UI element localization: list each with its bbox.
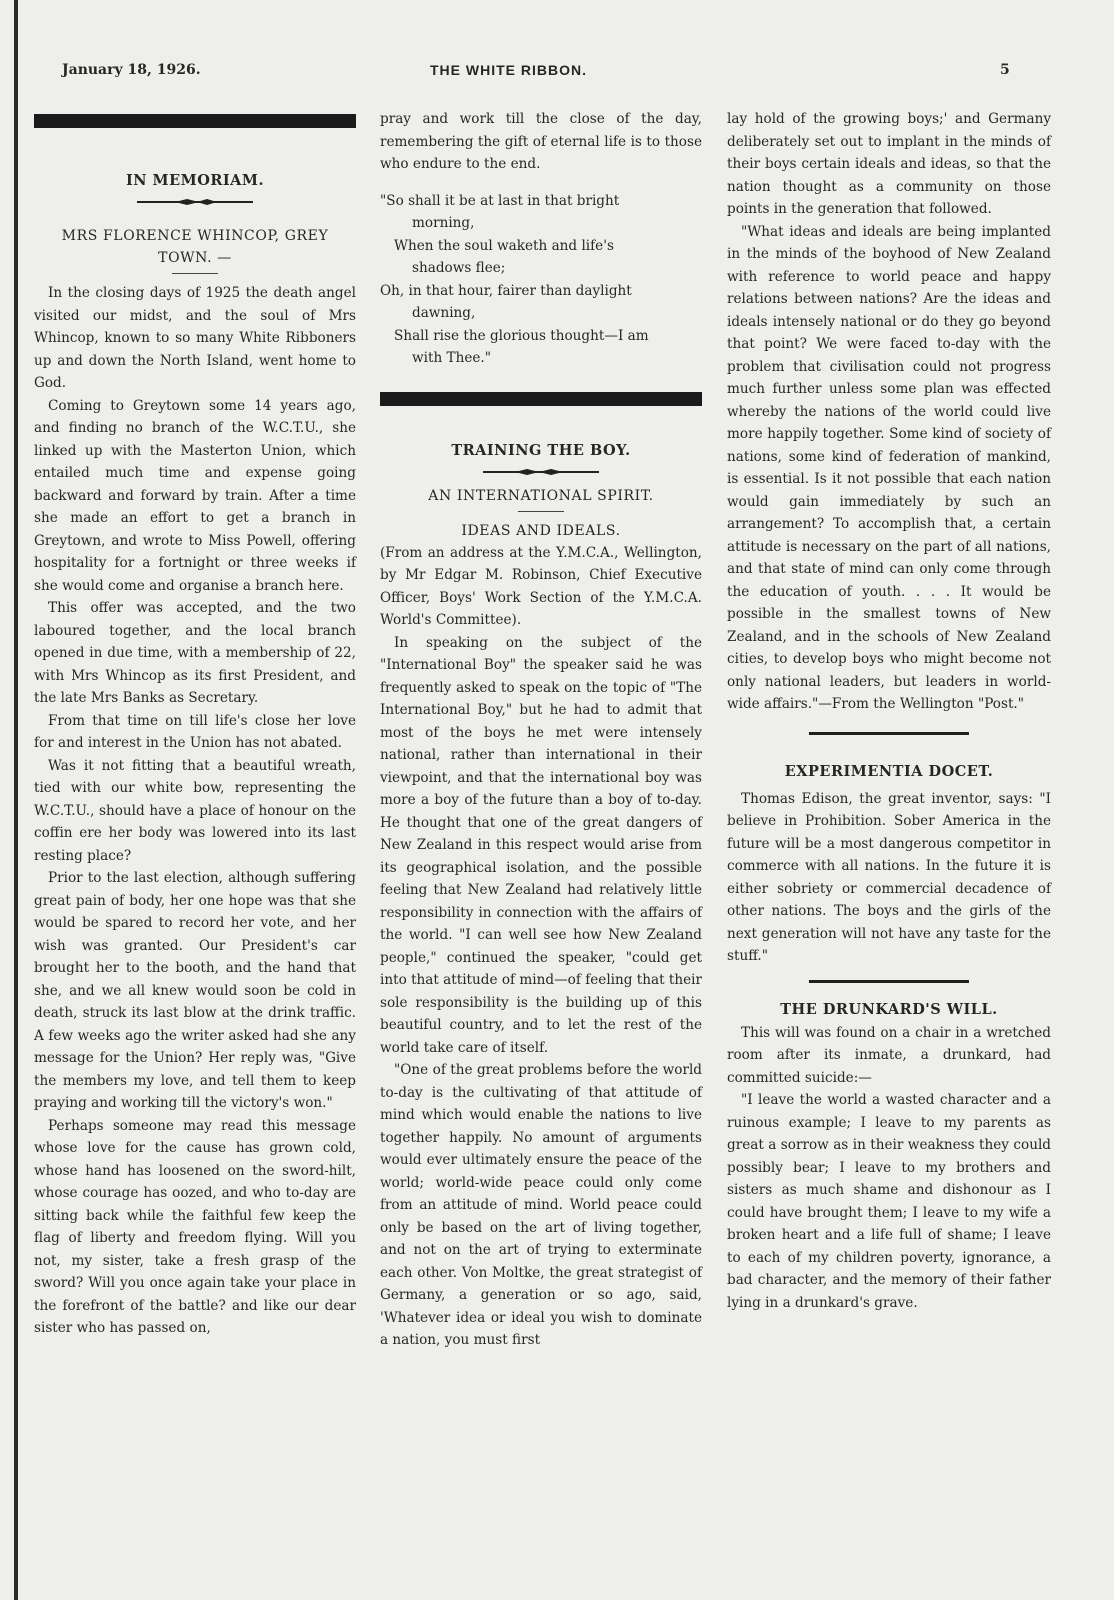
drunkard-text: "I leave the world a wasted character and a ruinous example; I leave to my parents as great a sorrow as in their weakness they could possibly bear; I leave to my brothers and sisters as much shame and dishonour as I could have brought them; I leave to my wife a broken heart and a life full of shame; I leave to each of my children poverty, ignorance, a bad character, and the memory of their father lying in a drunkard's grave. bbox=[727, 1092, 1051, 1311]
paragraph: lay hold of the growing boys;' and Germany deliberately set out to implant in the minds of their boys certain ideals and ideas, so that the nation thought as a community on those points in the generation that followed. bbox=[727, 111, 1051, 217]
page-edge-shadow bbox=[14, 0, 18, 1600]
short-rule bbox=[518, 511, 564, 512]
paragraph: Perhaps someone may read this message whose love for the cause has grown cold, whose hand has loosened on the sword-hilt, whose courage has oozed, and who to-day are sitting back while the faithful few keep the flag of liberty and freedom flying. Will you not, my sister, take a fresh grasp of the sword? Will you once again take your place in the forefront of the battle? and like our dear sister who has passed on, bbox=[34, 1117, 356, 1336]
drunkard-heading: THE DRUNKARD'S WILL. bbox=[780, 1000, 998, 1018]
paragraph: "One of the great problems before the world to-day is the cultivating of that attitude of mind which would enable the nations to live together happily. No amount of arguments would ever ultimately ensure the peace of the world; world-wide peace could only come from an attitude of mind. World peace could only be based on the art of living together, and not on the art of trying to exterminate each other. Von Moltke, the great strategist of Germany, a generation or so ago, said, 'Whatever idea or ideal you wish to dominate a nation, you must first bbox=[380, 1062, 702, 1348]
column-rule bbox=[34, 114, 356, 128]
column-rule bbox=[380, 392, 702, 406]
column-1 bbox=[34, 108, 356, 1340]
column-3 bbox=[727, 108, 1051, 1314]
ornament-divider-icon bbox=[135, 189, 255, 215]
experimentia-heading: EXPERIMENTIA DOCET. bbox=[784, 762, 994, 780]
memoriam-article bbox=[34, 282, 356, 1340]
paragraph: From that time on till life's close her love for and interest in the Union has not abated. bbox=[34, 712, 356, 751]
training-subheading-2: IDEAS AND IDEALS. bbox=[461, 522, 621, 539]
poem-line: Oh, in that hour, fairer than daylight bbox=[380, 282, 632, 299]
poem-line: Shall rise the glorious thought—I am bbox=[394, 327, 649, 344]
page-number: 5 bbox=[1000, 62, 1010, 78]
paragraph: Was it not fitting that a beautiful wreath, tied with our white bow, representing the W.C.T.U., should have a place of honour on the coffin ere her body was lowered into its last resting place? bbox=[34, 757, 356, 864]
training-subheading: AN INTERNATIONAL SPIRIT. bbox=[428, 487, 654, 504]
newspaper-title: THE WHITE RIBBON. bbox=[430, 62, 587, 78]
poem-line: "So shall it be at last in that bright bbox=[380, 192, 620, 209]
poem-line: shadows flee; bbox=[412, 260, 506, 276]
memoriam-heading: IN MEMORIAM. bbox=[125, 172, 265, 189]
paragraph: In the closing days of 1925 the death angel visited our midst, and the soul of Mrs Whincop, known to so many White Ribboners up and down the North Island, went home to God. bbox=[34, 285, 356, 391]
poem-line: dawning, bbox=[412, 305, 476, 321]
paragraph: "What ideas and ideals are being implanted in the minds of the boyhood of New Zealand with reference to world peace and happy relations between nations? Are the ideas and ideals intensely national or do they go beyond that point? We were faced to-day with the problem that civilisation could not progress much further unless some plan was effected whereby the nations of the world could live more happily together. Some kind of society of nations, some kind of federation of mankind, is essential. Is it not possible that each nation would gain immediately by such an arrangement? To accomplish that, a certain attitude is necessary on the part of all nations, and that state of mind can only come through the education of youth. . . . It would be possible in the smallest towns of New Zealand, and in the schools of New Zealand cities, to develop boys who might become not only national leaders, but leaders in world-wide affairs."—From the Wellington "Post." bbox=[727, 223, 1051, 712]
paragraph: Coming to Greytown some 14 years ago, and finding no branch of the W.C.T.U., she linked up with the Masterton Union, which entailed much time and expense going backward and forward by train. After a time she made an effort to get a branch in Greytown, and wrote to Miss Powell, offering hospitality for a fortnight or three weeks if she would come and organise a branch here. bbox=[34, 397, 356, 594]
issue-date: January 18, 1926. bbox=[62, 62, 201, 78]
paragraph: This offer was accepted, and the two laboured together, and the local branch opened in due time, with a membership of 22, with Mrs Whincop as its first President, and the late Mrs Banks as Secretary. bbox=[34, 600, 356, 706]
training-heading: TRAINING THE BOY. bbox=[451, 441, 631, 459]
memoriam-poem bbox=[380, 190, 702, 370]
paragraph: In speaking on the subject of the "International Boy" the speaker said he was frequently asked to speak on the topic of "The International Boy," but he had to admit that most of the boys he met were intensely national, rather than international in their viewpoint, and that the international boy was more a boy of the future than a boy of to-day. He thought that one of the great dangers of New Zealand in this respect would arise from its geographical isolation, and the possible feeling that New Zealand had relatively little responsibility in connection with the affairs of the world. "I can well see how New Zealand people," continued the speaker, "could get into that attitude of mind—of feeling that their sole responsibility is the building up of this beautiful country, and to let the rest of the world take care of itself. bbox=[380, 634, 703, 1056]
ornament-divider-icon bbox=[481, 459, 601, 485]
short-rule bbox=[172, 273, 218, 274]
memoriam-continued: pray and work till the close of the day, remembering the gift of eternal life is to those who endure to the end. bbox=[380, 111, 702, 172]
experimentia-text: Thomas Edison, the great inventor, says: "I believe in Prohibition. Sober America in the future will be a most dangerous competitor in commerce with all nations. In the future it is either sobriety or commercial decadence of other nations. The boys and the girls of the next generation will not have any taste for the stuff." bbox=[727, 790, 1051, 964]
paragraph: Prior to the last election, although suffering great pain of body, her one hope was that she would be spared to record her vote, and her wish was granted. Our President's car brought her to the booth, and the hand that she, and we all knew would soon be cold in death, struck its last blow at the drink traffic. A few weeks ago the writer asked had she any message for the Union? Her reply was, "Give the members my love, and tell them to keep praying and working till the victory's won." bbox=[34, 870, 356, 1111]
drunkard-intro: This will was found on a chair in a wretched room after its inmate, a drunkard, had committed suicide:— bbox=[727, 1024, 1051, 1086]
poem-line: When the soul waketh and life's bbox=[394, 237, 614, 254]
memoriam-subheading: MRS FLORENCE WHINCOP, GREY TOWN. — bbox=[61, 228, 329, 266]
training-intro: (From an address at the Y.M.C.A., Wellington, by Mr Edgar M. Robinson, Chief Executive Officer, Boys' Work Section of the Y.M.C.A. World's Committee). bbox=[380, 544, 702, 628]
poem-line: morning, bbox=[412, 215, 475, 231]
poem-line: with Thee." bbox=[412, 350, 492, 366]
column-2 bbox=[380, 108, 702, 1352]
